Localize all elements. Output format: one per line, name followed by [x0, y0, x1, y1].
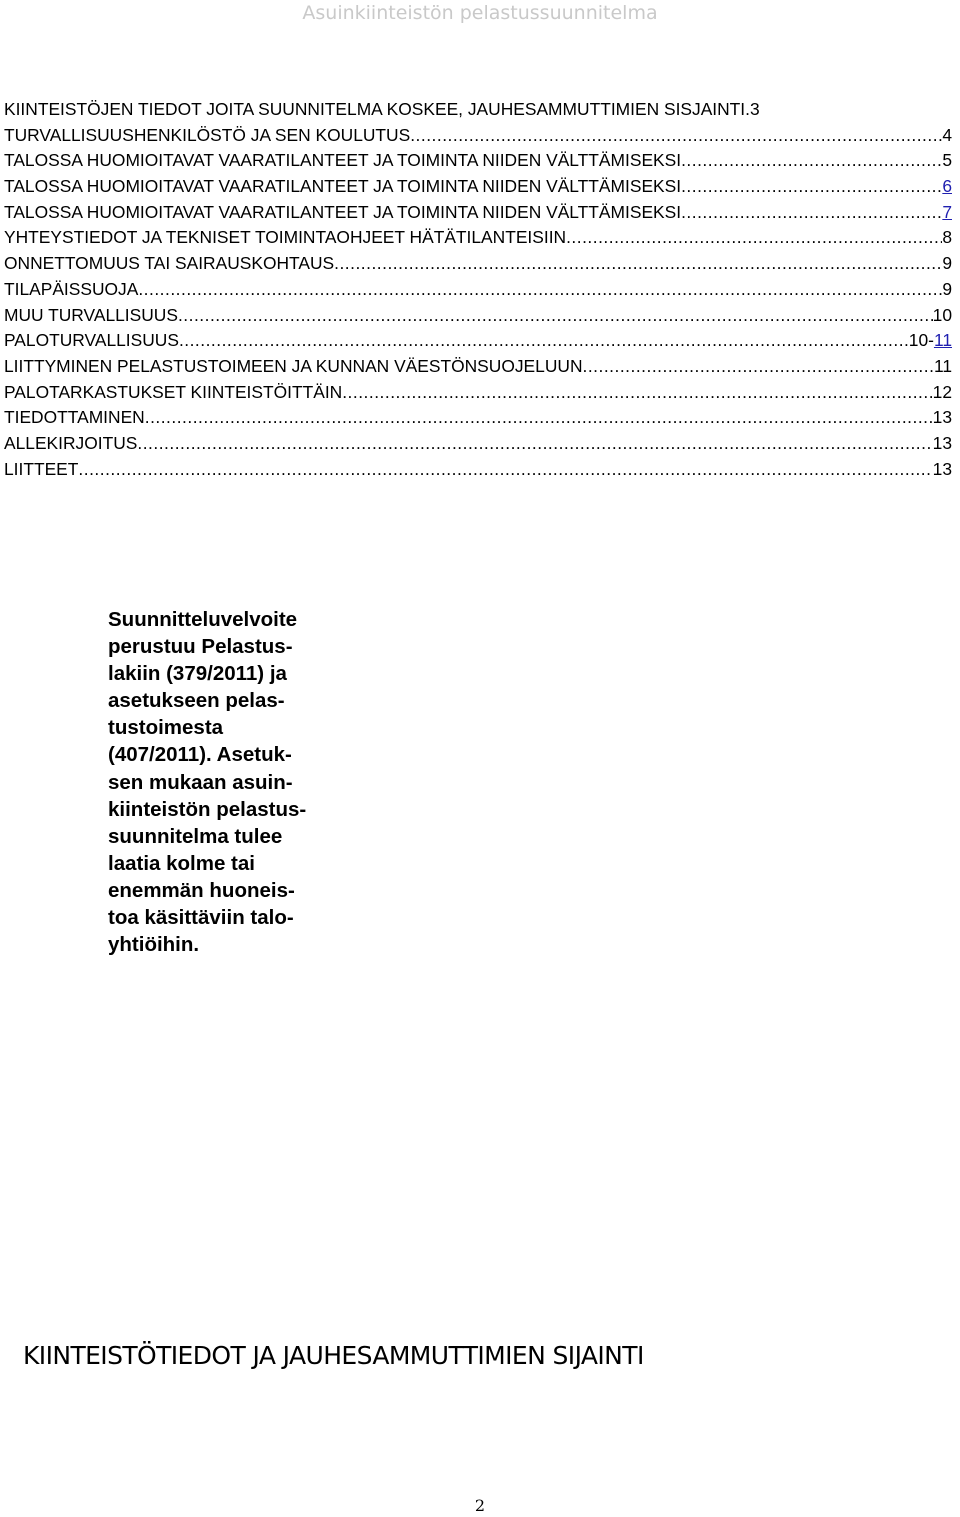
toc-entry[interactable] [4, 123, 952, 149]
toc-dot-leader [179, 328, 909, 354]
toc-page-link[interactable]: 11 [933, 330, 952, 351]
toc-entry[interactable] [4, 303, 952, 329]
toc-entry-page: 13 [932, 432, 952, 453]
callout-line: kiinteistön pelastus- [108, 797, 307, 821]
toc-entry[interactable] [4, 200, 952, 226]
callout-line: lakiin (379/2011) ja [108, 662, 287, 686]
toc-entry-title: KIINTEISTÖJEN TIEDOT JOITA SUUNNITELMA KOSKEE, JAUHESAMMUTTIMIEN SISJAINTI. [4, 99, 750, 119]
toc-entry[interactable] [4, 97, 952, 123]
toc-entry[interactable] [4, 457, 952, 483]
toc-entry-page: 9 [942, 278, 952, 299]
toc-dot-leader [178, 303, 933, 329]
table-of-contents [4, 97, 952, 482]
toc-entry-page: 11 [933, 355, 952, 376]
toc-entry-title: TALOSSA HUOMIOITAVAT VAARATILANTEET JA TOIMINTA NIIDEN VÄLTTÄMISEKSI [4, 176, 682, 197]
toc-entry-page: 13 [932, 407, 952, 428]
toc-entry-title: TURVALLISUUSHENKILÖSTÖ JA SEN KOULUTUS [4, 124, 411, 145]
toc-page-link[interactable]: 7 [942, 201, 952, 222]
toc-entry[interactable] [4, 148, 952, 174]
toc-entry[interactable] [4, 251, 952, 277]
callout-line: tustoimesta [108, 716, 224, 740]
toc-dot-leader [566, 225, 942, 251]
toc-dot-leader [78, 457, 932, 483]
toc-entry[interactable] [4, 277, 952, 303]
toc-dot-leader [334, 251, 942, 277]
toc-entry-page: 3 [749, 99, 760, 119]
toc-entry-page: 10- [908, 330, 934, 351]
toc-dot-leader [138, 277, 942, 303]
toc-entry[interactable] [4, 354, 952, 380]
toc-entry-page: 4 [942, 124, 952, 145]
toc-entry[interactable] [4, 431, 952, 457]
toc-entry-page: 5 [942, 150, 952, 171]
callout-line: laatia kolme tai [108, 851, 255, 875]
callout-line: perustuu Pelastus- [108, 635, 293, 659]
callout-line: suunnitelma tulee [108, 824, 283, 848]
callout-line: (407/2011). Asetuk- [108, 743, 292, 767]
toc-entry-page: 10 [932, 304, 952, 325]
toc-entry-page: 13 [932, 458, 952, 479]
running-header: Asuinkiinteistön pelastussuunnitelma [302, 2, 658, 24]
toc-entry-title: ONNETTOMUUS TAI SAIRAUSKOHTAUS [4, 253, 335, 274]
toc-entry[interactable] [4, 174, 952, 200]
callout-line: sen mukaan asuin- [108, 770, 293, 794]
page-number: 2 [474, 1496, 486, 1515]
toc-entry-title: PALOTURVALLISUUS [4, 330, 179, 351]
toc-entry-title: MUU TURVALLISUUS [4, 304, 178, 325]
toc-entry-title: LIITTYMINEN PELASTUSTOIMEEN JA KUNNAN VÄESTÖNSUOJELUUN [4, 355, 583, 376]
toc-dot-leader [681, 200, 942, 226]
toc-entry-title: LIITTEET [4, 458, 79, 479]
callout-line: enemmän huoneis- [108, 878, 295, 902]
toc-entry-page: 9 [942, 253, 952, 274]
toc-entry[interactable] [4, 380, 952, 406]
toc-dot-leader [145, 405, 933, 431]
toc-entry[interactable] [4, 328, 952, 354]
legal-basis-callout [108, 606, 348, 958]
toc-dot-leader [137, 431, 932, 457]
toc-entry-title: TILAPÄISSUOJA [4, 278, 139, 299]
section-heading: KIINTEISTÖTIEDOT JA JAUHESAMMUTTIMIEN SIJAINTI [23, 1341, 644, 1370]
toc-entry-title: TALOSSA HUOMIOITAVAT VAARATILANTEET JA TOIMINTA NIIDEN VÄLTTÄMISEKSI [4, 150, 682, 171]
toc-dot-leader [410, 123, 942, 149]
toc-dot-leader [681, 174, 942, 200]
callout-line: yhtiöihin. [108, 933, 200, 957]
toc-dot-leader [583, 354, 934, 380]
toc-dot-leader [342, 380, 932, 406]
toc-entry-title: TIEDOTTAMINEN [4, 407, 145, 428]
toc-entry-title: PALOTARKASTUKSET KIINTEISTÖITTÄIN [4, 381, 343, 402]
toc-entry-page: 8 [942, 227, 952, 248]
toc-entry[interactable] [4, 405, 952, 431]
toc-entry-title: YHTEYSTIEDOT JA TEKNISET TOIMINTAOHJEET HÄTÄTILANTEISIIN [4, 227, 567, 248]
callout-line: toa käsittäviin talo- [108, 906, 294, 930]
toc-entry[interactable] [4, 225, 952, 251]
callout-line: Suunnitteluvelvoite [108, 608, 298, 631]
toc-entry-page: 12 [932, 381, 952, 402]
toc-dot-leader [681, 148, 942, 174]
toc-entry-title: ALLEKIRJOITUS [4, 432, 138, 453]
toc-entry-title: TALOSSA HUOMIOITAVAT VAARATILANTEET JA TOIMINTA NIIDEN VÄLTTÄMISEKSI [4, 201, 682, 222]
toc-page-link[interactable]: 6 [942, 176, 952, 197]
callout-line: asetukseen pelas- [108, 689, 285, 713]
